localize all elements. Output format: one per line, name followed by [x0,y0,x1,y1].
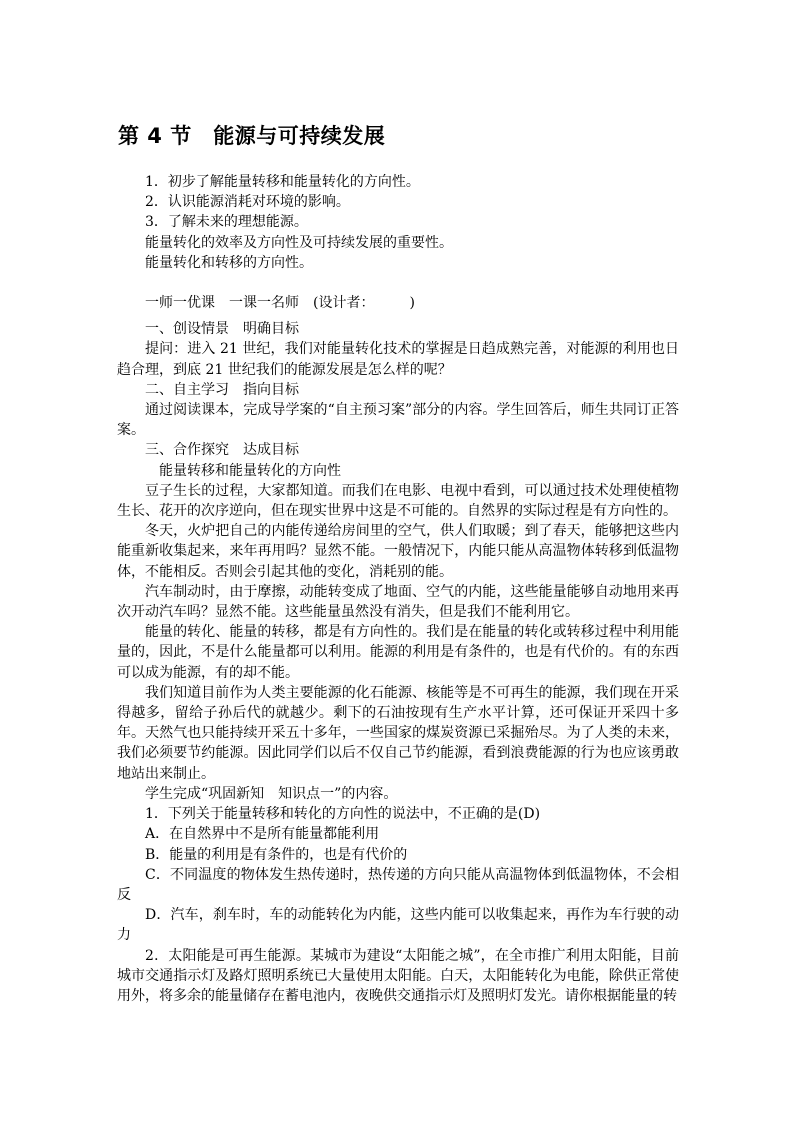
spacer [117,273,679,293]
body-paragraph: 汽车制动时，由于摩擦，动能转变成了地面、空气的内能，这些能量能够自动地用来再次开动汽车吗？显然不能。这些能量虽然没有消失，但是我们不能利用它。 [117,583,679,621]
objective-item: 3．了解未来的理想能源。 [145,214,308,231]
question-option: C．不同温度的物体发生热传递时，热传递的方向只能从高温物体到低温物体，不会相反 [117,866,679,903]
section-heading: 二、自主学习 指向目标 [145,381,299,398]
objective-item: 1．初步了解能量转移和能量转化的方向性。 [145,174,420,190]
question-stem: 1．下列关于能量转移和转化的方向性的说法中，不正确的是(D) [145,806,541,823]
body-paragraph: 我们知道目前作为人类主要能源的化石能源、核能等是不可再生的能源，我们现在开采得越多，留给子孙后代的就越少。剩下的石油按现有生产水平计算，还可保证开采四十多年。天然气也只能持续开采五十多年，一些国家的煤炭资源已采掘殆尽。为了人类的未来，我们必须要节约能源。因此同学们以后不仅自己节约能源，看到浪费能源的行为也应该勇敢地站出来制止。 [117,684,679,782]
difficulty: 能量转化和转移的方向性。 [145,254,313,271]
question-stem: 2．太阳能是可再生能源。某城市为建设“太阳能之城”，在全市推广利用太阳能，目前城市交通指示灯及路灯照明系统已大量使用太阳能。白天，太阳能转化为电能，除供正常使用外，将多余的能量储存在蓄电池内，夜晚供交通指示灯及照明灯发光。请你根据能量的转 [117,947,679,1004]
body-paragraph: 学生完成“巩固新知 知识点一”的内容。 [145,785,398,802]
question-option: B．能量的利用是有条件的，也是有代价的 [145,846,408,863]
question-option: A．在自然界中不是所有能量都能利用 [145,826,380,843]
section-heading: 一、创设情景 明确目标 [145,321,299,338]
section-text: 通过阅读课本，完成导学案的“自主预习案”部分的内容。学生回答后，师生共同订正答案。 [117,402,679,439]
question-option: D．汽车，刹车时，车的动能转化为内能，这些内能可以收集起来，再作为车行驶的动力 [117,907,679,944]
teacher-line: 一师一优课 一课一名师 (设计者： ) [145,295,415,312]
page-title: 第 4 节 能源与可持续发展 [118,124,386,148]
section-heading: 三、合作探究 达成目标 [145,442,299,459]
key-point: 能量转化的效率及方向性及可持续发展的重要性。 [145,234,453,251]
objective-item: 2．认识能源消耗对环境的影响。 [145,194,350,211]
section-text: 提问：进入 21 世纪，我们对能量转化技术的掌握是日趋成熟完善，对能源的利用也日趋合理，到底 21 世纪我们的能源发展是怎么样的呢？ [117,341,679,378]
body-paragraph: 冬天，火炉把自己的内能传递给房间里的空气，供人们取暖；到了春天，能够把这些内能重新收集起来，来年再用吗？显然不能。一般情况下，内能只能从高温物体转移到低温物体，不能相反。否则会引起其他的变化，消耗别的能。 [117,523,679,580]
body-paragraph: 能量的转化、能量的转移，都是有方向性的。我们是在能量的转化或转移过程中利用能量的，因此，不是什么能量都可以利用。能源的利用是有条件的，也是有代价的。有的东西可以成为能源，有的却不能。 [117,624,679,681]
body-paragraph: 豆子生长的过程，大家都知道。而我们在电影、电视中看到，可以通过技术处理使植物生长、花开的次序逆向，但在现实世界中这是不可能的。自然界的实际过程是有方向性的。 [117,482,679,520]
document-body [117,172,679,1006]
subheading: 能量转移和能量转化的方向性 [159,462,341,479]
